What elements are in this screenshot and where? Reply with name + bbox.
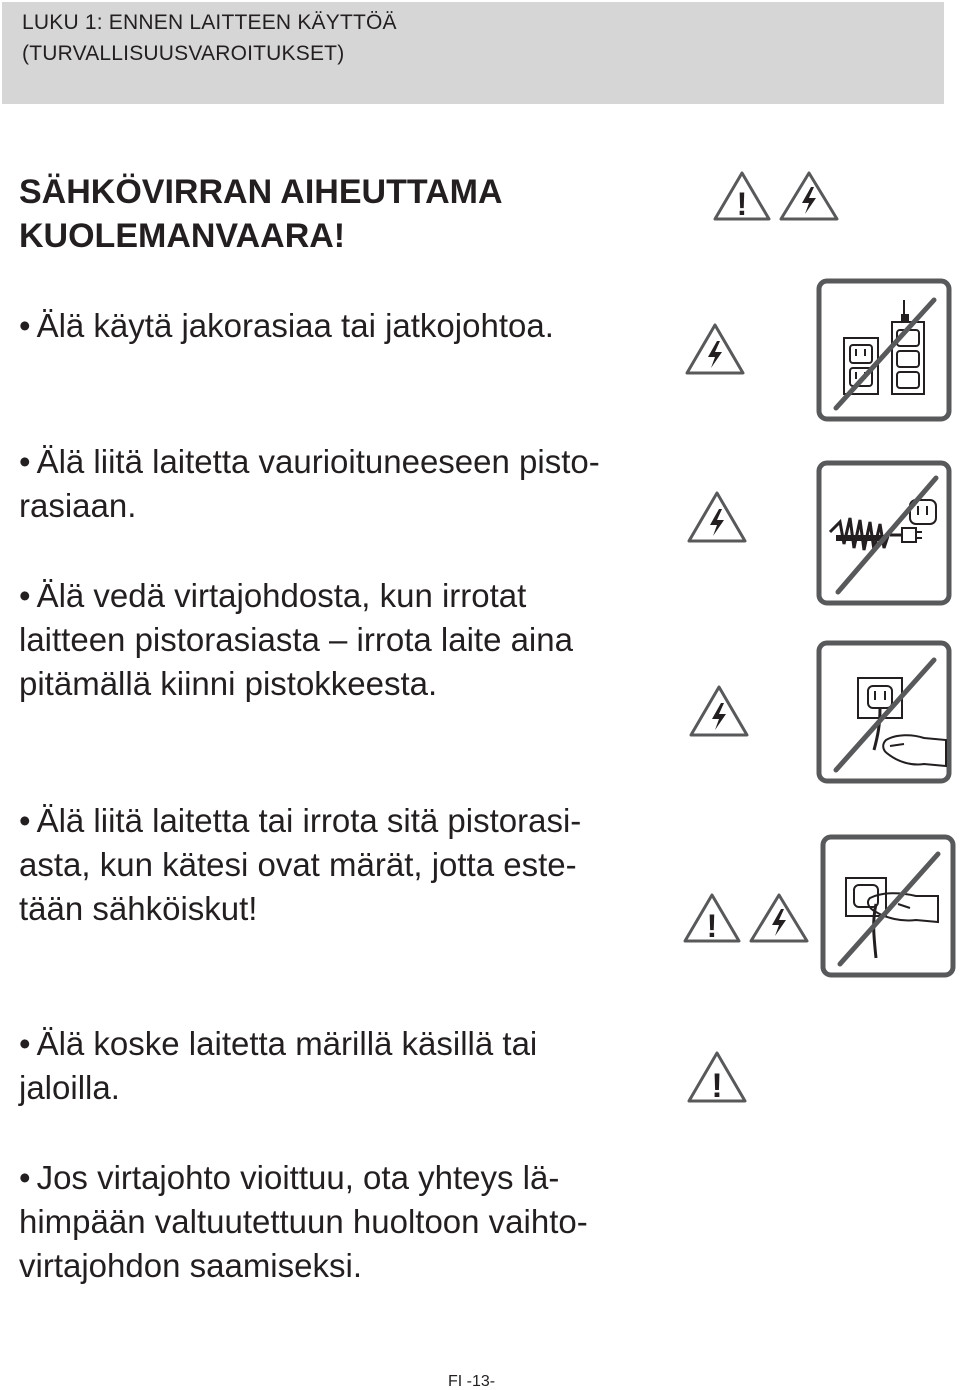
no-damaged-socket-icon — [816, 460, 952, 606]
no-multi-socket-icon — [816, 278, 952, 422]
caution-triangle-icon — [682, 892, 742, 944]
electric-hazard-icon — [686, 490, 748, 544]
no-wet-hands-icon — [820, 834, 956, 978]
warning-item: • Älä liitä laitetta tai irrota sitä pistorasi- asta, kun kätesi ovat märät, jotta este- tään sähköiskut! — [19, 802, 582, 927]
caution-triangle-icon — [686, 1050, 748, 1104]
bullet: • — [19, 802, 31, 839]
warning-item: • Älä liitä laitetta vaurioituneeseen pisto- rasiaan. — [19, 443, 600, 524]
bullet: • — [19, 577, 31, 614]
no-pull-cord-icon — [816, 640, 952, 784]
danger-heading — [19, 170, 659, 258]
chapter-title: LUKU 1: ENNEN LAITTEEN KÄYTTÖÄ — [22, 11, 397, 34]
bullet: • — [19, 1025, 31, 1062]
warning-item: • Jos virtajohto vioittuu, ota yhteys lä- himpään valtuutettuun huoltoon vaihto- virtajohdon saamiseksi. — [19, 1159, 588, 1284]
bullet: • — [19, 443, 31, 480]
caution-triangle-icon — [712, 170, 772, 222]
warning-item: • Älä koske laitetta märillä käsillä tai jaloilla. — [19, 1025, 538, 1106]
electric-hazard-icon — [748, 892, 810, 944]
page-number: FI -13- — [448, 1373, 496, 1390]
chapter-subtitle: (TURVALLISUUSVAROITUKSET) — [22, 42, 345, 65]
svg-text:!: ! — [736, 186, 748, 222]
svg-text:!: ! — [706, 908, 718, 944]
warning-item: • Älä vedä virtajohdosta, kun irrotat laitteen pistorasiasta – irrota laite aina pitämällä kiinni pistokkeesta. — [19, 577, 573, 702]
danger-heading-line: KUOLEMANVAARA! — [19, 217, 346, 255]
danger-heading-line: SÄHKÖVIRRAN AIHEUTTAMA — [19, 173, 503, 211]
electric-hazard-icon — [684, 322, 746, 376]
svg-text:!: ! — [711, 1067, 723, 1104]
warning-item: • Älä käytä jakorasiaa tai jatkojohtoa. — [19, 307, 554, 344]
bullet: • — [19, 307, 31, 344]
bullet: • — [19, 1159, 31, 1196]
electric-hazard-icon — [688, 684, 750, 738]
electric-hazard-icon — [778, 170, 840, 222]
